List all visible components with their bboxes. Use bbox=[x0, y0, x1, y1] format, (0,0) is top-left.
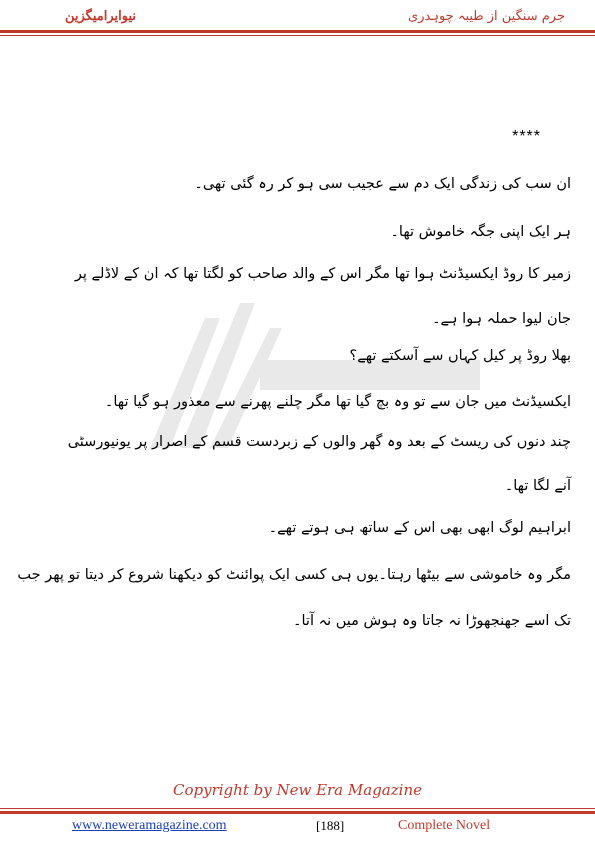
paragraph-line: جان لیوا حملہ ہوا ہے۔ bbox=[432, 311, 571, 327]
paragraph-line: زمیر کا روڈ ایکسیڈنٹ ہوا تھا مگر اس کے والد صاحب کو لگتا تھا کہ ان کے لاڈلے پر bbox=[74, 266, 571, 282]
footer-rule-thick bbox=[0, 811, 595, 814]
paragraph-line: ہر ایک اپنی جگہ خاموش تھا۔ bbox=[390, 224, 571, 240]
website-link[interactable]: www.neweramagazine.com bbox=[72, 818, 227, 833]
page-header bbox=[55, 6, 573, 28]
paragraph-line: بھلا روڈ پر کیل کہاں سے آسکتے تھے؟ bbox=[349, 348, 571, 364]
header-rule-thick bbox=[0, 30, 595, 33]
copyright-notice: Copyright by New Era Magazine bbox=[173, 781, 422, 799]
footer-rule-thin bbox=[0, 808, 595, 809]
magazine-name: نیوایرامیگزین bbox=[65, 9, 137, 24]
paragraph-line: ایکسیڈنٹ میں جان سے تو وہ بچ گیا تھا مگر چلنے پھرنے سے معذور ہو گیا تھا۔ bbox=[104, 394, 571, 410]
complete-novel-label: Complete Novel bbox=[398, 818, 491, 833]
page-footer bbox=[0, 818, 595, 838]
section-separator: **** bbox=[512, 128, 541, 145]
novel-title: جرم سنگین از طیبہ چوہدری bbox=[408, 9, 565, 24]
paragraph-line: مگر وہ خاموشی سے بیٹھا رہتا۔یوں ہی کسی ایک پوائنٹ کو دیکھنا شروع کر دیتا تو پھر جب bbox=[17, 567, 571, 583]
paragraph-line: ابراہیم لوگ ابھی بھی اس کے ساتھ ہی ہوتے تھے۔ bbox=[268, 520, 571, 536]
page-number: [188] bbox=[316, 818, 345, 833]
paragraph-line: تک اسے جھنجھوڑا نہ جاتا وہ ہوش میں نہ آتا۔ bbox=[293, 613, 571, 629]
header-rule-thin bbox=[0, 35, 595, 36]
paragraph-line: ان سب کی زندگی ایک دم سے عجیب سی ہو کر رہ گئی تھی۔ bbox=[194, 176, 571, 192]
paragraph-line: چند دنوں کی ریسٹ کے بعد وہ گھر والوں کے زبردست قسم کے اصرار پر یونیورسٹی bbox=[67, 434, 571, 450]
paragraph-line: آنے لگا تھا۔ bbox=[504, 478, 571, 494]
